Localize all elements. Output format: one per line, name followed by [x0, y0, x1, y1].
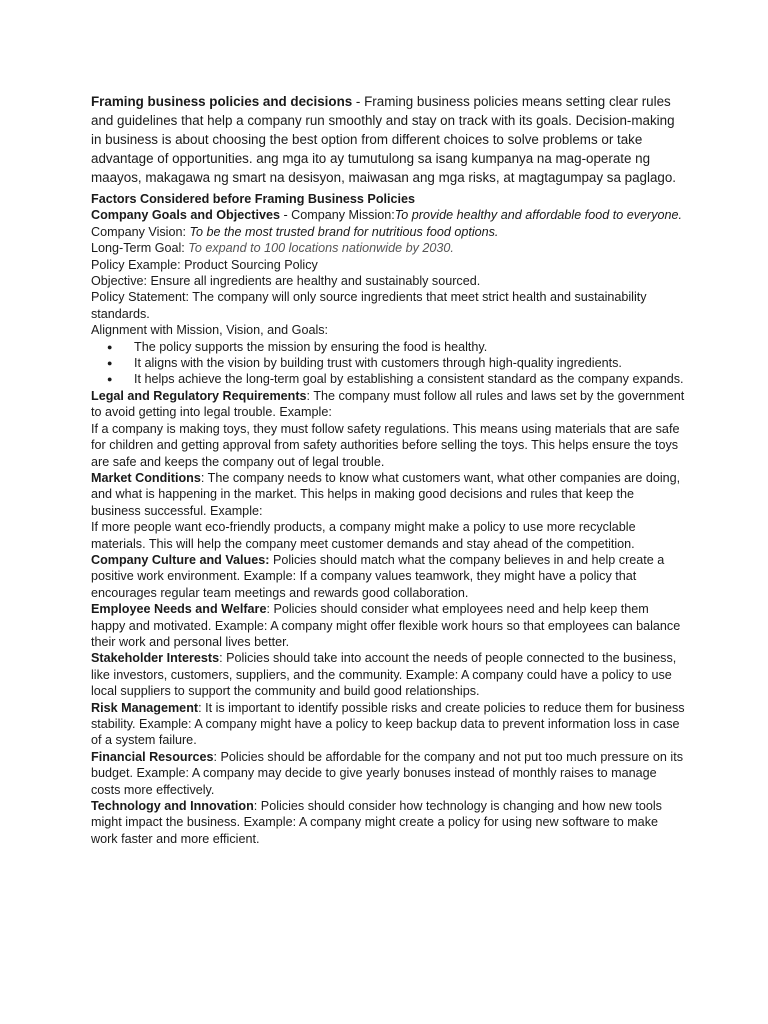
- factors-heading: Factors Considered before Framing Business Policies: [91, 192, 416, 206]
- policy-statement-line: Policy Statement: The company will only source ingredients that meet strict health and sustainability standards.: [91, 290, 647, 321]
- financial-heading: Financial Resources: [91, 749, 214, 764]
- vision-line: Company Vision: To be the most trusted brand for nutritious food options.: [91, 224, 499, 239]
- longterm-text: To expand to 100 locations nationwide by 2030.: [188, 241, 454, 256]
- employee-heading: Employee Needs and Welfare: [91, 602, 267, 617]
- risk-paragraph: Risk Management: It is important to identify possible risks and create policies to reduce them for business stability. Example: A company might have a policy to keep backup data to prevent information loss in case of a system failure.: [91, 700, 685, 748]
- market-heading: Market Conditions: [91, 470, 201, 485]
- list-item: ● It helps achieve the long-term goal by establishing a consistent standard as the company expands.: [134, 371, 686, 387]
- stakeholder-heading: Stakeholder Interests: [91, 651, 220, 666]
- goals-heading: Company Goals and Objectives: [91, 208, 280, 223]
- longterm-line: Long-Term Goal: To expand to 100 locations nationwide by 2030.: [91, 241, 454, 256]
- objective-line: Objective: Ensure all ingredients are healthy and sustainably sourced.: [91, 274, 481, 289]
- financial-paragraph: Financial Resources: Policies should be affordable for the company and not put too much pressure on its budget. Example: A company may decide to give yearly bonuses instead of monthly raises to manage costs more effectively.: [91, 749, 684, 797]
- mission-text: To provide healthy and affordable food to everyone.: [394, 208, 683, 223]
- list-item: ● The policy supports the mission by ensuring the food is healthy.: [134, 339, 686, 355]
- vision-text: To be the most trusted brand for nutritious food options.: [189, 224, 499, 239]
- intro-text: - Framing business policies means setting clear rules and guidelines that help a company run smoothly and stay on track with its goals. Decision-making in business is about choosing the best option from different choices to solve problems or take advantage of opportunities. ang mga ito ay tumutulong sa isang kumpanya na mag-operate ng maayos, makagawa ng smart na desisyon, maiwasan ang mga risks, at magtagumpay sa paglago.: [91, 94, 677, 185]
- legal-heading: Legal and Regulatory Requirements: [91, 388, 307, 403]
- legal-example: If a company is making toys, they must follow safety regulations. This means using materials that are safe for children and getting approval from safety authorities before selling the toys. This helps ensure the toys are safe and keeps the company out of legal trouble.: [91, 421, 680, 469]
- legal-paragraph: Legal and Regulatory Requirements: The company must follow all rules and laws set by the government to avoid getting into legal trouble. Example:: [91, 388, 685, 420]
- technology-paragraph: Technology and Innovation: Policies should consider how technology is changing and how new tools might impact the business. Example: A company might create a policy for using new software to make work faster and more efficient.: [91, 799, 662, 846]
- alignment-line: Alignment with Mission, Vision, and Goals:: [91, 323, 329, 338]
- policy-example-line: Policy Example: Product Sourcing Policy: [91, 257, 318, 272]
- goals-paragraph: Company Goals and Objectives - Company Mission:To provide healthy and affordable food to everyone.: [91, 208, 683, 223]
- culture-heading: Company Culture and Values:: [91, 552, 270, 567]
- technology-heading: Technology and Innovation: [91, 799, 254, 814]
- stakeholder-paragraph: Stakeholder Interests: Policies should take into account the needs of people connected to the business, like investors, customers, suppliers, and the community. Example: A company could have a policy to use local suppliers to support the community and build good relationships.: [91, 651, 677, 699]
- alignment-list: [91, 339, 686, 388]
- list-item: ● It aligns with the vision by building trust with customers through high-quality ingredients.: [134, 355, 686, 371]
- employee-paragraph: Employee Needs and Welfare: Policies should consider what employees need and help keep them happy and motivated. Example: A company might offer flexible work hours so that employees can balance their work and personal lives better.: [91, 602, 681, 649]
- document-body: [91, 191, 686, 847]
- market-paragraph: Market Conditions: The company needs to know what customers want, what other companies are doing, and what is happening in the market. This helps in making good decisions and rules that keep the business successful. Example:: [91, 470, 681, 518]
- risk-heading: Risk Management: [91, 700, 199, 715]
- intro-paragraph: [91, 92, 686, 187]
- market-example: If more people want eco-friendly products, a company might make a policy to use more recyclable materials. This will help the company meet customer demands and stay ahead of the competition.: [91, 520, 636, 551]
- culture-paragraph: Company Culture and Values: Policies should match what the company believes in and help create a positive work environment. Example: If a company values teamwork, they might have a policy that encourages regular team meetings and rewards good collaboration.: [91, 552, 665, 600]
- intro-heading: Framing business policies and decisions: [91, 94, 353, 109]
